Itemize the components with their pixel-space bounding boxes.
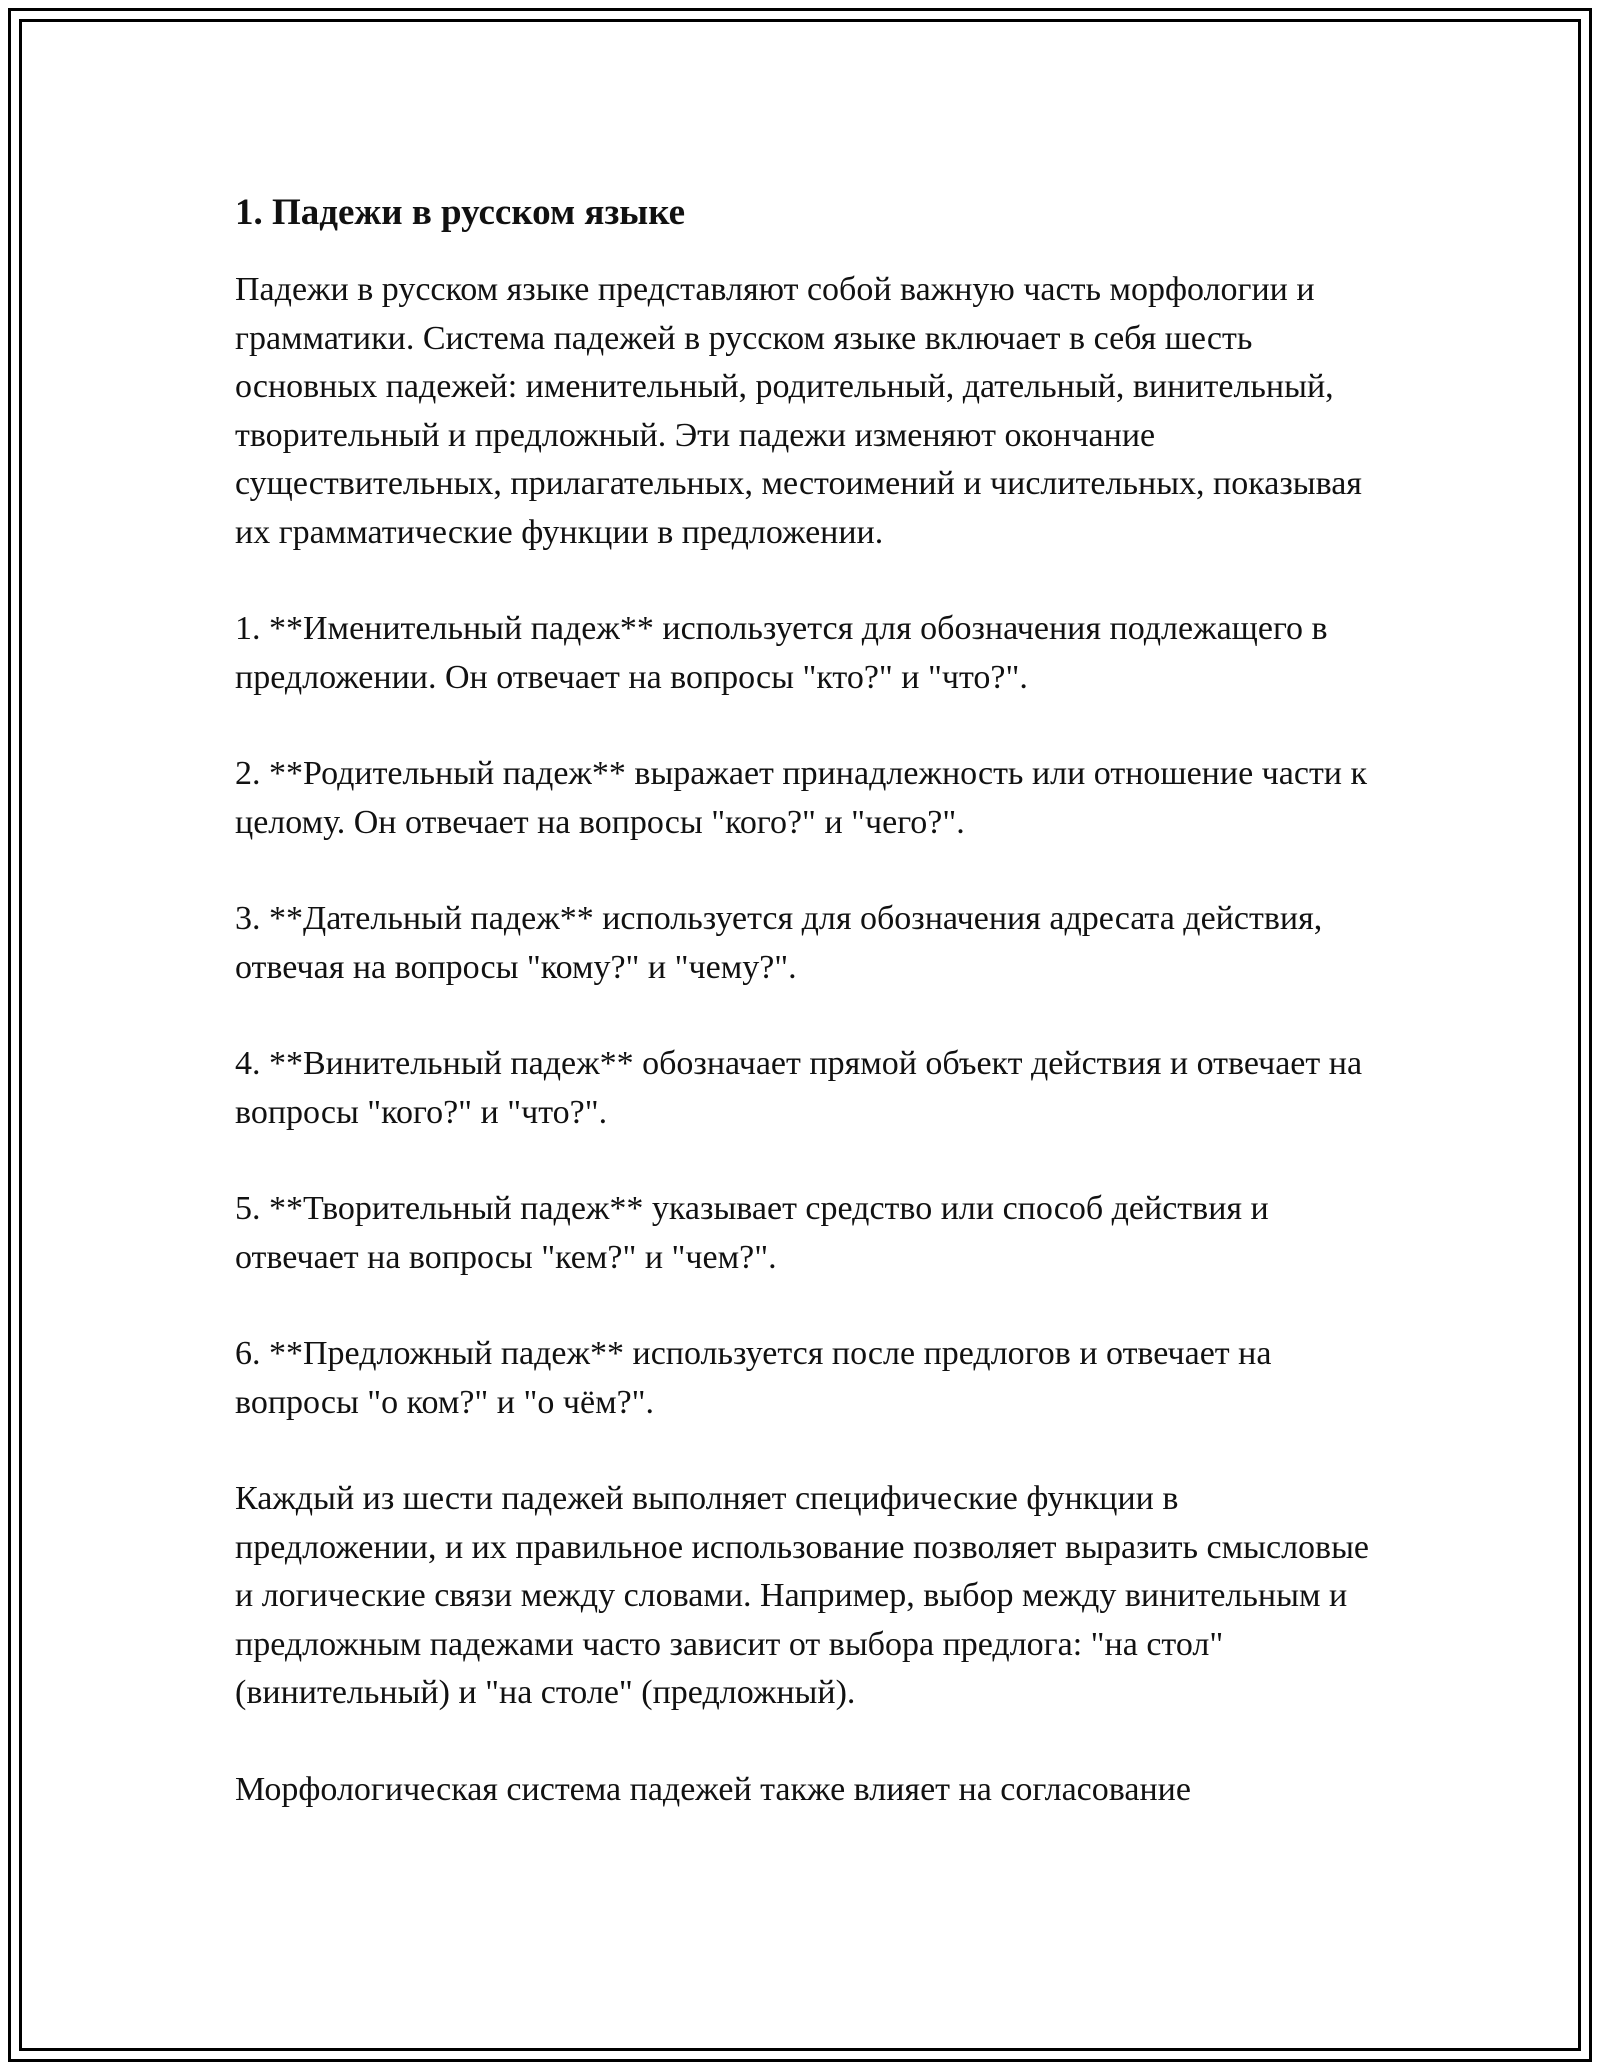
case-item-nominative: 1. **Именительный падеж** используется для обозначения подлежащего в предложении. Он отвечает на вопросы "кто?" и "что?".	[235, 610, 1328, 696]
case-item-genitive: 2. **Родительный падеж** выражает принадлежность или отношение части к целому. Он отвечает на вопросы "кого?" и "чего?".	[235, 755, 1368, 841]
case-item-prepositional: 6. **Предложный падеж** используется после предлогов и отвечает на вопросы "о ком?" и "о чём?".	[235, 1335, 1272, 1421]
continuation-paragraph: Морфологическая система падежей также влияет на согласование	[235, 1770, 1191, 1808]
case-item-dative: 3. **Дательный падеж** используется для обозначения адресата действия, отвечая на вопросы "кому?" и "чему?".	[235, 900, 1323, 986]
case-item-instrumental: 5. **Творительный падеж** указывает средство или способ действия и отвечает на вопросы "кем?" и "чем?".	[235, 1190, 1269, 1276]
case-item-accusative: 4. **Винительный падеж** обозначает прямой объект действия и отвечает на вопросы "кого?" и "что?".	[235, 1045, 1363, 1131]
summary-paragraph: Каждый из шести падежей выполняет специфические функции в предложении, и их правильное использование позволяет выразить смысловые и логические связи между словами. Например, выбор между винительным и предложным падежами часто зависит от выбора предлога: "на стол" (винительный) и "на столе" (предложный).	[235, 1480, 1370, 1711]
intro-paragraph: Падежи в русском языке представляют собой важную часть морфологии и грамматики. Система падежей в русском языке включает в себя шесть основных падежей: именительный, родительный, дательный, винительный, творительный и предложный. Эти падежи изменяют окончание существительных, прилагательных, местоимений и числительных, показывая их грамматические функции в предложении.	[235, 271, 1362, 551]
section-heading: 1. Падежи в русском языке	[235, 192, 686, 233]
document-body	[235, 188, 1375, 1862]
